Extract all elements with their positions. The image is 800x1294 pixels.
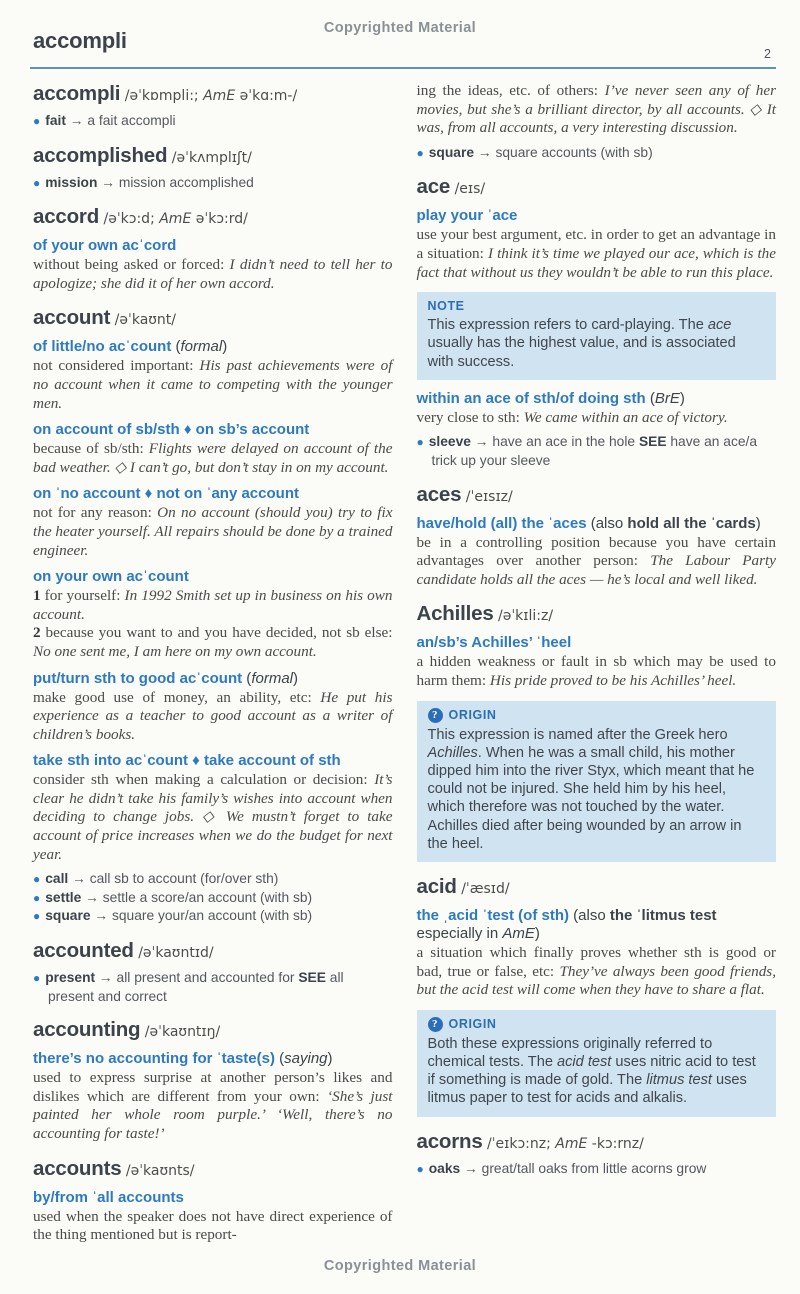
idiom-headphrase: on ˈno account ♦ not on ˈany account (33, 485, 299, 503)
dictionary-entry (33, 306, 393, 330)
header-rule (30, 67, 776, 69)
pronunciation: /ˈeɪsɪz/ (465, 488, 513, 505)
dictionary-entry (33, 1157, 393, 1181)
idiom-headphrase: within an ace of sth/of doing sth (BrE) (416, 389, 685, 407)
headword: aces (416, 482, 462, 506)
note-label: NOTE (427, 299, 465, 314)
headword: accompli (33, 82, 121, 105)
note-box-header (428, 299, 766, 313)
right-column (417, 80, 777, 1248)
bullet-icon: ● (33, 971, 41, 986)
left-column (33, 80, 393, 1248)
idiom-headphrase: of little/no acˈcount (formal) (33, 338, 228, 356)
idiom-block (33, 752, 393, 864)
origin-box-body: Both these expressions originally referred to chemical tests. The acid test uses nitric acid to test if something is made of gold. The litmus test uses litmus paper to test for acids and alkalis. (427, 1035, 756, 1107)
bullet-icon: ● (33, 872, 41, 887)
question-icon: ? (428, 708, 443, 723)
cross-reference: ● fait → a fait accompli (33, 113, 176, 128)
origin-box (417, 701, 777, 862)
bullet-icon: ● (33, 890, 41, 905)
idiom-headphrase: on account of sb/sth ♦ on sb’s account (33, 421, 310, 439)
definition: a hidden weakness or fault in sb which may be used to harm them: His pride proved to be his Achilles’ heel. (416, 653, 776, 689)
headword: accomplished (33, 143, 168, 167)
cross-reference: ● present → all present and accounted for SEE all present and correct (33, 970, 344, 1004)
idiom-block (33, 485, 393, 560)
origin-label: ORIGIN (448, 1017, 497, 1032)
cross-reference-list (33, 870, 393, 926)
origin-label: ORIGIN (448, 708, 497, 723)
pronunciation: /əˈkɪli:z/ (497, 608, 554, 625)
definition-continuation: ing the ideas, etc. of others: I’ve never seen any of her movies, but she’s a brilliant director, by all accounts. ◇ It was, from all accounts, a very interesting discussion. (416, 82, 777, 137)
cross-reference: ● call → call sb to account (for/over sth) (33, 871, 279, 887)
dictionary-entry (33, 205, 393, 229)
note-box (417, 292, 777, 380)
pronunciation: /ˈæsɪd/ (461, 880, 510, 897)
definition: used to express surprise at another person’s likes and dislikes which are different from your own: ‘She’s just painted her whole room purple.’ ‘Well, there’s no accounting for taste!’ (33, 1069, 393, 1142)
note-box-body: This expression refers to card-playing. The ace usually has the highest value, and is associated with success. (427, 317, 736, 370)
definition: very close to sth: We came within an ace of victory. (416, 408, 728, 426)
idiom-block (33, 421, 393, 477)
definition: 1 for yourself: In 1992 Smith set up in business on his own account. 2 because you want to and you have decided, not sb else: No one sent me, I am here on my own account. (33, 587, 393, 660)
idiom-headphrase: an/sb’s Achilles’ ˈheel (416, 634, 572, 652)
cross-reference: ● square → square accounts (with sb) (416, 144, 653, 160)
pronunciation: /əˈkaʊnt/ (114, 312, 177, 329)
bullet-icon: ● (33, 175, 41, 190)
cross-reference-list (33, 969, 393, 1005)
idiom-block (417, 207, 777, 282)
idiom-block (417, 515, 777, 590)
cross-reference: ● oaks → great/tall oaks from little acorns grow (416, 1160, 707, 1176)
dictionary-entry (33, 1018, 393, 1042)
page-number: 2 (764, 47, 771, 61)
idiom-block (33, 568, 393, 661)
definition: not for any reason: On no account (should you) try to fix the heater yourself. All repairs should be done by a trained engineer. (33, 504, 393, 559)
dictionary-entry (417, 602, 777, 626)
dictionary-entry (417, 875, 777, 899)
pronunciation: /əˈkʌmplɪʃt/ (171, 149, 252, 166)
idiom-headphrase: take sth into acˈcount ♦ take account of sth (33, 752, 341, 770)
definition: used when the speaker does not have direct experience of the thing mentioned but is report- (33, 1207, 393, 1244)
idiom-headphrase: by/from ˈall accounts (33, 1188, 184, 1206)
idiom-block (33, 670, 393, 745)
idiom-block (33, 338, 393, 413)
definition: use your best argument, etc. in order to get an advantage in a situation: I think it’s time we played our ace, which is the fact that without us they wouldn’t be able to run this place. (416, 226, 776, 281)
dictionary-entry (33, 82, 393, 106)
headword: acorns (416, 1129, 483, 1153)
origin-box-header (428, 1017, 766, 1032)
idiom-headphrase: there’s no accounting for ˈtaste(s) (saying) (33, 1050, 333, 1068)
bullet-icon: ● (416, 435, 424, 450)
cross-reference-list (33, 174, 393, 193)
origin-box-body: This expression is named after the Greek hero Achilles. When he was a small child, his mother dipped him into the river Styx, which meant that he could not be injured. She held him by his heel, which therefore was not touched by the water. Achilles died after being wounded by an arrow in the heel. (427, 726, 755, 852)
origin-box-header (428, 708, 766, 723)
idiom-block (417, 907, 777, 1000)
pronunciation: /eɪs/ (454, 181, 486, 198)
dictionary-entry (417, 175, 777, 199)
pronunciation: /ˈeɪkɔ:nz; AmE -kɔ:rnz/ (486, 1135, 644, 1152)
text-columns (33, 80, 776, 1248)
headword: accounted (33, 939, 134, 963)
bullet-icon: ● (416, 145, 424, 160)
idiom-headphrase: have/hold (all) the ˈaces (also hold all the ˈcards) (416, 514, 761, 532)
headword: accounting (33, 1018, 141, 1042)
cross-reference: ● square → square your/an account (with sb) (33, 908, 313, 924)
idiom-headphrase: play your ˈace (416, 207, 518, 225)
cross-reference: ● settle → settle a score/an account (with sb) (33, 889, 313, 905)
cross-reference: ● mission → mission accomplished (33, 174, 254, 190)
cross-reference-list (417, 433, 777, 469)
idiom-headphrase: the ˌacid ˈtest (of sth) (also the ˈlitmus test especially in AmE) (416, 906, 717, 942)
definition: not considered important: His past achievements were of no account when it came to competing with the younger men. (33, 357, 393, 412)
bullet-icon: ● (33, 909, 41, 924)
pronunciation: /əˈkaʊnts/ (125, 1162, 195, 1179)
idiom-headphrase: of your own acˈcord (33, 237, 177, 255)
definition: a situation which finally proves whether sth is good or bad, true or false, etc: They’ve always been good friends, but the acid test will come when they have to share a flat. (416, 943, 776, 999)
running-head: accompli (33, 28, 127, 53)
pronunciation: /əˈkɔ:d; AmE əˈkɔ:rd/ (103, 211, 248, 228)
question-icon: ? (428, 1017, 443, 1032)
bullet-icon: ● (33, 114, 41, 128)
idiom-block (417, 390, 777, 428)
origin-box (417, 1010, 777, 1117)
cross-reference-list (417, 144, 777, 163)
idiom-headphrase: put/turn sth to good acˈcount (formal) (33, 669, 298, 687)
headword: acid (416, 874, 457, 898)
cross-reference-list (33, 112, 393, 131)
headword: accord (33, 205, 100, 229)
idiom-headphrase: on your own acˈcount (33, 568, 189, 586)
copyright-banner-bottom: Copyrighted Material (323, 1258, 477, 1274)
idiom-block (33, 237, 393, 293)
cross-reference: ● sleeve → have an ace in the hole SEE have an ace/a trick up your sleeve (416, 434, 758, 468)
definition: without being asked or forced: I didn’t need to tell her to apologize; she did it of her own accord. (33, 256, 393, 292)
bullet-icon: ● (416, 1161, 424, 1176)
dictionary-entry (417, 483, 777, 507)
idiom-block (33, 1050, 393, 1143)
dictionary-entry (33, 939, 393, 963)
copyright-banner-top: Copyrighted Material (323, 20, 477, 36)
pronunciation: /əˈkaʊntɪŋ/ (144, 1024, 221, 1041)
definition: because of sb/sth: Flights were delayed on account of the bad weather. ◇ I can’t go, but don’t stay in on my account. (33, 440, 393, 476)
dictionary-entry (33, 144, 393, 168)
pronunciation: /əˈkaʊntɪd/ (138, 945, 214, 962)
definition: consider sth when making a calculation or decision: It’s clear he didn’t take his family’s wishes into account when deciding to change jobs. ◇ We mustn’t forget to take account of price increases when we do the budget for next year. (33, 771, 393, 863)
idiom-block (417, 634, 777, 690)
pronunciation: /əˈkɒmpli:; AmE əˈkɑ:m-/ (124, 88, 298, 104)
headword: accounts (33, 1156, 122, 1180)
headword: Achilles (416, 602, 494, 626)
dictionary-entry (417, 1130, 777, 1154)
idiom-block (33, 1189, 393, 1245)
definition: make good use of money, an ability, etc: He put his experience as a teacher to good account as a writer of children’s books. (33, 688, 393, 743)
headword: account (33, 306, 111, 330)
cross-reference-list (417, 1160, 777, 1179)
definition: be in a controlling position because you have certain advantages over another person: The Labour Party candidate holds all the aces — he’s local and well liked. (416, 533, 776, 588)
headword: ace (416, 175, 451, 199)
